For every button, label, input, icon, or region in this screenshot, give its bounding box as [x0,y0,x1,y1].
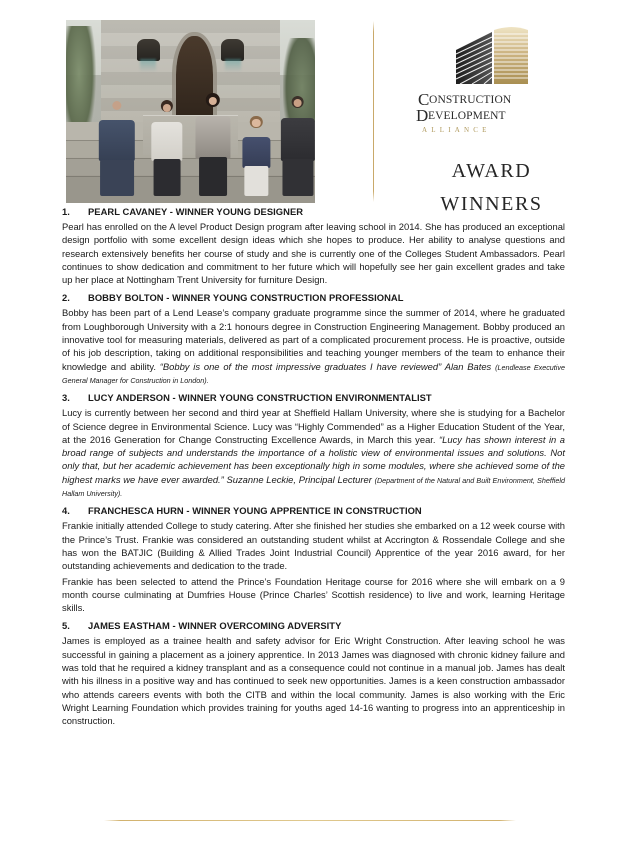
photo-person [96,101,138,196]
award-entry-heading [62,292,565,303]
award-entry-number: 1. [62,206,70,217]
award-text-run-attrib: Alan Bates [441,360,496,372]
building-logo-icon [442,24,542,90]
award-entry-heading [62,392,565,403]
photo-person [278,99,315,196]
award-entry-heading [62,620,565,631]
award-entry-title: LUCY ANDERSON - WINNER YOUNG CONSTRUCTION ENVIRONMENTALIST [88,392,432,404]
award-entry-paragraph [62,220,565,286]
photo-person [193,97,233,196]
photo-scene [66,20,315,203]
award-text-run-normal: Frankie has been selected to attend the Prince’s Foundation Heritage course for 2016 where she will embark on a 9 month course culminating at Dumfries House (Prince Charles’ Scottish residence) to live and work, learning Heritage skills. [62,575,565,614]
award-entry-number: 5. [62,620,70,632]
award-winners-list [62,206,565,734]
award-entry-paragraph [62,406,565,499]
footer-divider [104,820,516,821]
logo-word-line-1: CONSTRUCTION [418,90,512,109]
award-text-run-normal: Bobby has been part of a Lend Lease’s company graduate programme since the summer of 2014, where he graduated from Loughborough University with a 2:1 honours degree in Construction Engineering Management. Bobby produced an innovative tool for measuring materials, delivered as part of a complicated procurement process. He is proactive, outside of his job description, taking on additional responsibilities and teaching younger members of the team to enhance their knowledge and ability. [62,307,565,372]
document-header [0,0,625,214]
award-text-run-quote: “Bobby is one of the most impressive graduates I have reviewed” [159,360,442,372]
award-entry-number: 3. [62,392,70,404]
award-text-run-normal: Frankie initially attended College to study catering. After she finished her studies she embarked on a 12 week course with the Prince’s Trust. Frankie was considered an outstanding student whilst at Accrington & Rossendale College and she has won the BATJIC (Building & Allied Trades Joint Industrial Council) Apprentice of the year 2016 award, for her outstanding achievements and dedication to the trade. [62,520,565,572]
photo-teal-stain-right [225,59,241,73]
award-text-run-normal: James is employed as a trainee health and safety advisor for Eric Wright Construction. After leaving school he was successful in gaining a placement as a joinery apprentice. In 2013 James was diagnosed with chronic kidney failure and was told that he required a kidney transplant and as a consequence could not continue in a manual job. James has dealt with his illness in a positive way and has continued to seek new opportunities. James is a keen construction ambassador who attends careers events with both the CITB and within the local community. James is also working with the Eric Wright Learning Foundation which provides training for youths aged 14-16 wanting to progress into an apprenticeship in construction. [62,635,565,727]
award-text-run-normal: Lucy is currently between her second and third year at Sheffield Hallam University, where she is studying for a Bachelor of Science degree in Environmental Science. Lucy was “Highly Commended” as a Higher Education Student of the Year, at the 2016 Generation for Change Constructing Excellence Awards, in March this year. [62,407,565,445]
award-text-run-small: (Department of the Natural and Built Environment, Sheffield Hallam University). [62,475,565,499]
award-text-run-small: (Lendlease Executive General Manager for Construction in London). [62,362,565,385]
photo-teal-stain-left [140,59,156,73]
award-entry-title: BOBBY BOLTON - WINNER YOUNG CONSTRUCTION PROFESSIONAL [88,292,404,304]
award-entry-number: 4. [62,505,70,517]
award-entry [62,392,565,499]
award-entry-number: 2. [62,292,70,304]
logo-subtitle: ALLIANCE [422,126,491,135]
award-entry-paragraph [62,634,565,727]
award-text-run-normal: Pearl has enrolled on the A level Product Design program after leaving school in 2014. She has produced an exceptional design portfolio with some excellent design ideas which she hopes to produce. Her ability to analyse questions and research extensively benefits her course of study and she is currently one of the Colleges Student Ambassadors. Pearl continues to show dedication and commitment to her future which will hopefully see her gain excellent grades and take up her place at Nottingham Trent University for furniture Design. [62,221,565,286]
award-title-line-1: AWARD [451,160,532,183]
award-text-run-attrib: Suzanne Leckie, Principal Lecturer [223,473,375,485]
award-title-line-2: WINNERS [440,193,543,216]
award-entry [62,292,565,386]
construction-development-alliance-logo [404,18,579,221]
award-text-run-quote: “Lucy has shown interest in a broad range of subjects and understands the importance of a holistic view of environmental issues and solutions. Not only that, but her academic achievement has been exceptionally high in some modules, where she achieved some of the highest marks we have ever awarded.” [62,433,565,485]
photo-person [148,104,185,196]
logo-word-line-2: DEVELOPMENT [416,105,506,125]
award-entry-paragraph [62,519,565,572]
award-entry-title: JAMES EASTHAM - WINNER OVERCOMING ADVERSITY [88,620,342,632]
award-entry-heading [62,206,565,217]
award-entry [62,620,565,727]
award-entry-paragraph [62,575,565,615]
award-entry [62,505,565,614]
award-entry-title: FRANCHESCA HURN - WINNER YOUNG APPRENTICE IN CONSTRUCTION [88,505,422,517]
award-winners-photo [66,20,315,203]
logo-wordmark [418,92,579,123]
award-entry-title: PEARL CAVANEY - WINNER YOUNG DESIGNER [88,206,304,217]
header-vertical-divider [373,21,374,202]
photo-person [240,119,272,196]
award-entry-paragraph [62,306,565,386]
award-entry [62,206,565,286]
award-entry-heading [62,505,565,516]
